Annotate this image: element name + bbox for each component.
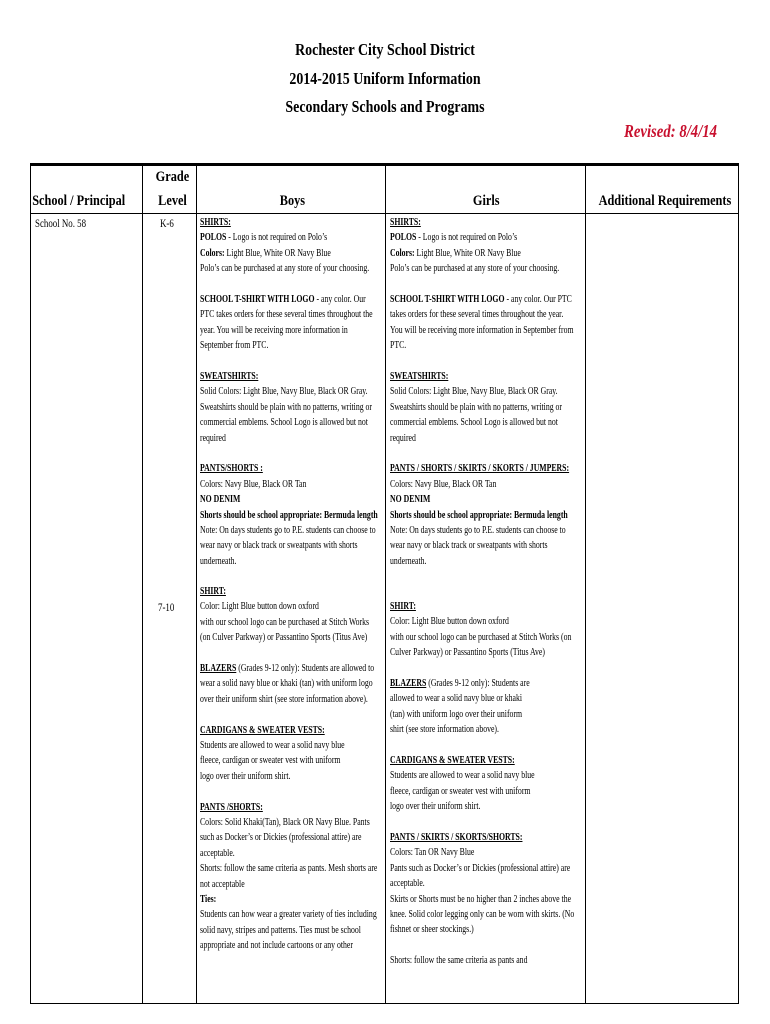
revised-date: Revised: 8/4/14: [624, 121, 718, 141]
column-divider-2: [196, 163, 197, 1003]
text-line: acceptable.: [200, 847, 235, 859]
text-line: underneath.: [390, 555, 427, 567]
label-lead: BLAZERS: [200, 663, 237, 675]
text-line: Shorts: follow the same criteria as pants. Mesh shorts are: [200, 863, 378, 875]
text-line: Color: Light Blue button down oxford: [200, 601, 319, 613]
boys-k6-requirements: [200, 215, 378, 569]
text-line: Sweatshirts should be plain with no patterns, writing or: [390, 401, 563, 413]
text-line: [200, 661, 377, 676]
text-line: [390, 446, 573, 461]
text-line: PTC.: [390, 340, 407, 352]
text-line: [390, 738, 574, 753]
text-line: September from PTC.: [200, 340, 269, 352]
label-lead: SCHOOL T-SHIRT WITH LOGO: [390, 294, 505, 306]
text-line: Note: On days students go to P.E. students can choose to: [200, 525, 376, 537]
text-line: CARDIGANS & SWEATER VESTS:: [390, 755, 515, 767]
text-line: Students are allowed to wear a solid navy blue: [390, 770, 535, 782]
text-line: not acceptable: [200, 878, 245, 890]
text-line: allowed to wear a solid navy blue or khaki: [390, 693, 523, 705]
text-line: SHIRTS:: [200, 217, 231, 228]
document-subtitle: 2014-2015 Uniform Information: [289, 69, 481, 88]
document-scope: Secondary Schools and Programs: [285, 97, 485, 116]
text-line: [200, 277, 378, 292]
text-line: wear navy or black track or sweatpants with shorts: [200, 540, 358, 552]
label-lead: SCHOOL T-SHIRT WITH LOGO: [200, 294, 315, 306]
text-line: Polo’s can be purchased at any store of your choosing.: [200, 263, 370, 275]
text-line: SHIRT:: [200, 586, 226, 597]
text-line: PANTS / SHORTS / SKIRTS / SKORTS / JUMPERS:: [390, 463, 570, 475]
text-line: [390, 277, 573, 292]
label-rest: Light Blue, White OR Navy Blue: [224, 247, 331, 259]
text-line: Students can how wear a greater variety of ties including: [200, 909, 377, 921]
text-line: [200, 446, 378, 461]
text-line: [200, 246, 378, 261]
table-left-border: [30, 163, 31, 1003]
text-line: Pants such as Docker’s or Dickies (professional attire) are: [390, 862, 571, 874]
text-line: Colors: Tan OR Navy Blue: [390, 847, 475, 859]
grade-k6: K-6: [160, 216, 174, 230]
column-divider-1: [142, 163, 143, 1003]
text-line: SHIRTS:: [390, 217, 421, 228]
text-line: [390, 661, 574, 676]
text-line: fleece, cardigan or sweater vest with uniform: [200, 755, 341, 767]
boys-7-10-requirements: [200, 584, 377, 954]
col-header-boys: Boys: [279, 193, 306, 209]
text-line: solid navy, stripes and patterns. Ties must be school: [200, 924, 361, 936]
text-line: commercial emblems. School Logo is allowed but not: [200, 417, 368, 429]
text-line: appropriate and not include cartoons or any other: [200, 940, 353, 952]
text-line: Skirts or Shorts must be no higher than 2 inches above the: [390, 893, 572, 905]
text-line: (tan) with uniform logo over their uniform: [390, 708, 523, 720]
text-line: PANTS /SHORTS:: [200, 801, 263, 813]
label-rest: (Grades 9-12 only): Students are allowed to: [236, 663, 375, 675]
text-line: Solid Colors: Light Blue, Navy Blue, Black OR Gray.: [200, 386, 368, 398]
district-title: Rochester City School District: [295, 40, 475, 59]
text-line: with our school logo can be purchased at Stitch Works (on: [390, 631, 572, 643]
text-line: Colors: Navy Blue, Black OR Tan: [390, 478, 497, 490]
label-rest: - Logo is not required on Polo’s: [226, 232, 328, 244]
text-line: [390, 938, 574, 953]
text-line: commercial emblems. School Logo is allowed but not: [390, 417, 558, 429]
text-line: shirt (see store information above).: [390, 724, 499, 736]
text-line: [390, 676, 574, 691]
text-line: Note: On days students go to P.E. students can choose to: [390, 525, 566, 537]
label-lead: BLAZERS: [390, 678, 427, 690]
label-rest: - any color. Our: [314, 294, 366, 306]
col-header-grade-2: Level: [158, 193, 187, 209]
text-line: required: [390, 432, 416, 444]
text-line: logo over their uniform shirt.: [390, 801, 481, 813]
text-line: [390, 230, 573, 245]
text-line: NO DENIM: [200, 494, 241, 506]
text-line: over their uniform shirt (see store information above).: [200, 693, 368, 705]
text-line: PTC takes orders for these several times throughout the: [200, 309, 373, 321]
text-line: [200, 646, 377, 661]
text-line: year. You will be receiving more information in: [200, 324, 348, 336]
text-line: with our school logo can be purchased at Stitch Works: [200, 616, 370, 628]
grade-7-10: 7-10: [158, 600, 175, 614]
text-line: such as Docker’s or Dickies (professional attire) are: [200, 832, 362, 844]
school-name: School No. 58: [35, 216, 87, 230]
text-line: acceptable.: [390, 878, 425, 890]
col-header-school: School / Principal: [32, 193, 126, 209]
text-line: [200, 784, 377, 799]
text-line: SWEATSHIRTS:: [390, 371, 449, 383]
column-divider-3: [385, 163, 386, 1003]
label-lead: POLOS: [200, 232, 227, 244]
text-line: You will be receiving more information in September from: [390, 324, 574, 336]
text-line: PANTS/SHORTS :: [200, 463, 263, 475]
text-line: [200, 230, 378, 245]
col-header-additional: Additional Requirements: [598, 193, 732, 209]
text-line: [200, 354, 378, 369]
text-line: logo over their uniform shirt.: [200, 770, 291, 782]
text-line: [390, 292, 573, 307]
label-rest: Light Blue, White OR Navy Blue: [414, 247, 521, 259]
text-line: Culver Parkway) or Passantino Sports (Titus Ave): [390, 647, 545, 659]
girls-k6-requirements: [390, 215, 573, 569]
text-line: Shorts: follow the same criteria as pants and: [390, 955, 528, 967]
text-line: [390, 246, 573, 261]
text-line: fishnet or sheer stockings.): [390, 924, 474, 936]
text-line: fleece, cardigan or sweater vest with uniform: [390, 785, 531, 797]
text-line: Shorts should be school appropriate: Bermuda length: [390, 509, 568, 521]
text-line: Students are allowed to wear a solid navy blue: [200, 740, 345, 752]
text-line: SHIRT:: [390, 601, 416, 612]
text-line: [390, 815, 574, 830]
label-rest: - Logo is not required on Polo’s: [416, 232, 518, 244]
text-line: wear navy or black track or sweatpants with shorts: [390, 540, 548, 552]
col-header-girls: Girls: [472, 193, 500, 209]
text-line: Ties:: [200, 894, 217, 906]
text-line: Colors: Navy Blue, Black OR Tan: [200, 478, 307, 490]
column-divider-4: [585, 163, 586, 1003]
text-line: underneath.: [200, 555, 237, 567]
label-rest: (Grades 9-12 only): Students are: [426, 678, 530, 690]
text-line: (on Culver Parkway) or Passantino Sports (Titus Ave): [200, 632, 368, 644]
text-line: Colors: Solid Khaki(Tan), Black OR Navy Blue. Pants: [200, 817, 370, 829]
label-lead: Colors:: [390, 247, 415, 259]
text-line: knee. Solid color legging only can be worn with skirts. (No: [390, 909, 575, 921]
label-rest: - any color. Our PTC: [504, 294, 572, 306]
text-line: Polo’s can be purchased at any store of your choosing.: [390, 263, 560, 275]
text-line: required: [200, 432, 226, 444]
text-line: CARDIGANS & SWEATER VESTS:: [200, 724, 325, 736]
text-line: [200, 292, 378, 307]
text-line: [200, 707, 377, 722]
table-bottom-border: [30, 1003, 739, 1004]
text-line: Color: Light Blue button down oxford: [390, 616, 509, 628]
col-header-grade-1: Grade: [155, 169, 190, 185]
text-line: PANTS / SKIRTS / SKORTS/SHORTS:: [390, 832, 523, 844]
text-line: SWEATSHIRTS:: [200, 371, 259, 383]
girls-7-10-requirements: [390, 599, 574, 969]
label-lead: Colors:: [200, 247, 225, 259]
text-line: Solid Colors: Light Blue, Navy Blue, Black OR Gray.: [390, 386, 558, 398]
text-line: Shorts should be school appropriate: Bermuda length: [200, 509, 378, 521]
text-line: [390, 354, 573, 369]
text-line: NO DENIM: [390, 494, 431, 506]
label-lead: POLOS: [390, 232, 417, 244]
text-line: Sweatshirts should be plain with no patterns, writing or: [200, 401, 373, 413]
text-line: wear a solid navy blue or khaki (tan) with uniform logo: [200, 678, 373, 690]
table-right-border: [738, 163, 739, 1003]
text-line: takes orders for these several times throughout the year.: [390, 309, 564, 321]
